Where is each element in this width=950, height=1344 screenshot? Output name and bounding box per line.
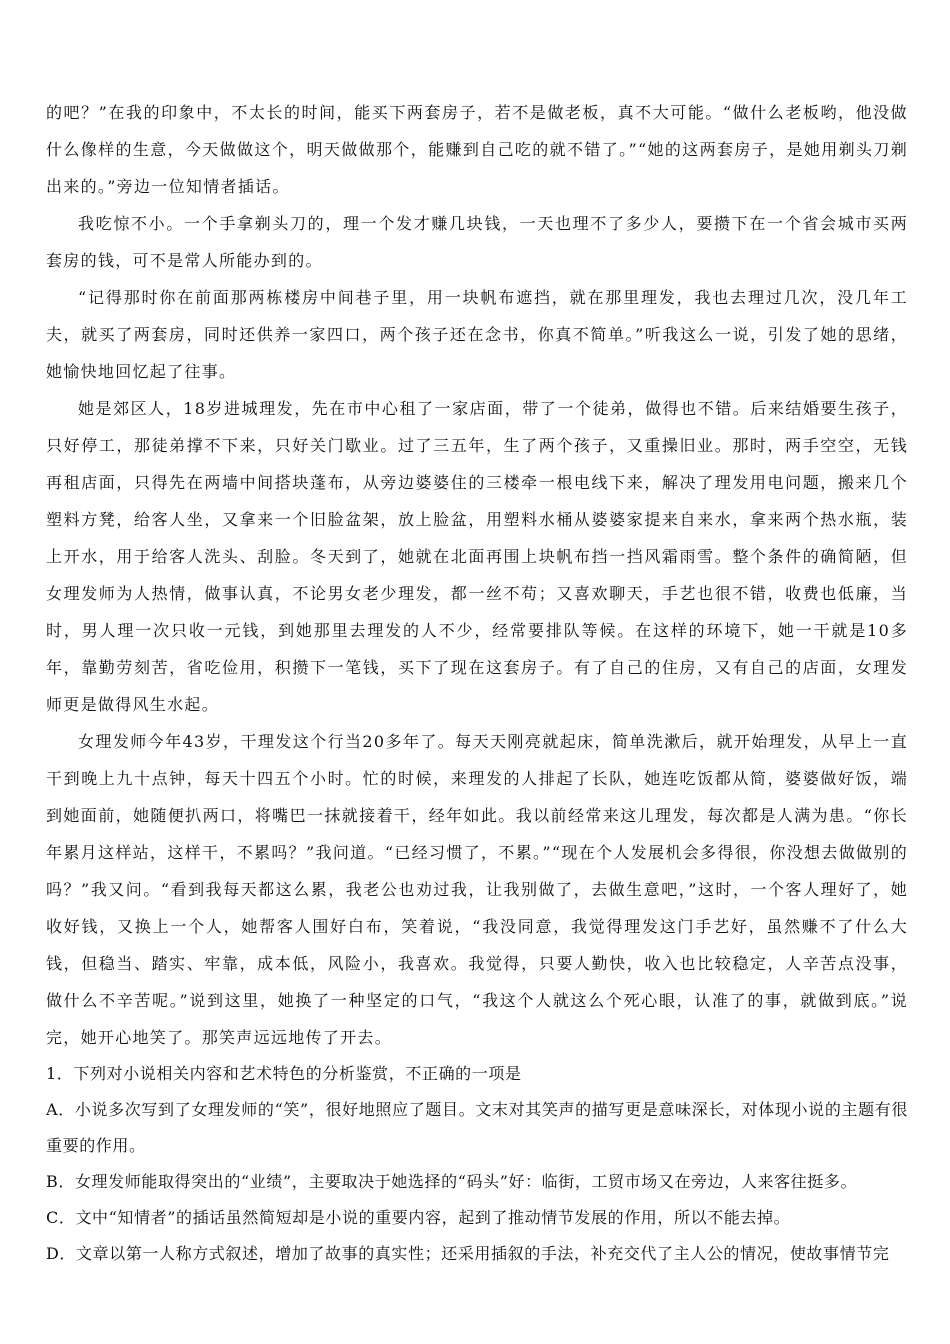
question-stem: 1．下列对小说相关内容和艺术特色的分析鉴赏，不正确的一项是 (46, 1064, 522, 1083)
option-b: B．女理发师能取得突出的“业绩”，主要取决于她选择的“码头”好：临街，工贸市场又在旁边，人来客往挺多。 (46, 1172, 858, 1191)
option-d: D．文章以第一人称方式叙述，增加了故事的真实性；还采用插叙的手法，补充交代了主人公的情况，使故事情节完 (46, 1244, 890, 1263)
document-page (46, 94, 908, 1272)
story-text (46, 94, 908, 1056)
story-paragraph: 她是郊区人，18岁进城理发，先在市中心租了一家店面，带了一个徒弟，做得也不错。后来结婚要生孩子，只好停工，那徒弟撑不下来，只好关门歇业。过了三五年，生了两个孩子，又重操旧业。那时，两手空空，无钱再租店面，只得先在两墙中间搭块蓬布，从旁边婆婆住的三楼牵一根电线下来，解决了理发用电问题，搬来几个塑料方凳，给客人坐，又拿来一个旧脸盆架，放上脸盆，用塑料水桶从婆婆家提来自来水，拿来两个热水瓶，装上开水，用于给客人洗头、刮脸。冬天到了，她就在北面再围上块帆布挡一挡风霜雨雪。整个条件的确简陋，但女理发师为人热情，做事认真，不论男女老少理发，都一丝不苟；又喜欢聊天，手艺也很不错，收费也低廉，当时，男人理一次只收一元钱，到她那里去理发的人不少，经常要排队等候。在这样的环境下，她一干就是10多年，靠勤劳刻苦，省吃俭用，积攒下一笔钱，买下了现在这套房子。有了自己的住房，又有自己的店面，女理发师更是做得风生水起。 (46, 399, 908, 714)
question-block (46, 1056, 908, 1272)
story-paragraph: 我吃惊不小。一个手拿剃头刀的，理一个发才赚几块钱，一天也理不了多少人，要攒下在一个省会城市买两套房的钱，可不是常人所能办到的。 (46, 214, 908, 270)
story-paragraph: 的吧？”在我的印象中，不太长的时间，能买下两套房子，若不是做老板，真不大可能。“做什么老板哟，他没做什么像样的生意，今天做做这个，明天做做那个，能赚到自己吃的就不错了。”“她的这两套房子，是她用剃头刀剃出来的。”旁边一位知情者插话。 (46, 103, 908, 196)
story-paragraph: 女理发师今年43岁，干理发这个行当20多年了。每天天刚亮就起床，简单洗漱后，就开始理发，从早上一直干到晚上九十点钟，每天十四五个小时。忙的时候，来理发的人排起了长队，她连吃饭都从简，婆婆做好饭，端到她面前，她随便扒两口，将嘴巴一抹就接着干，经年如此。我以前经常来这儿理发，每次都是人满为患。“你长年累月这样站，这样干，不累吗？”我问道。“已经习惯了，不累。”“现在个人发展机会多得很，你没想去做做别的吗？”我又问。“看到我每天都这么累，我老公也劝过我，让我别做了，去做生意吧，”这时，一个客人理好了，她收好钱，又换上一个人，她帮客人围好白布，笑着说，“我没同意，我觉得理发这门手艺好，虽然赚不了什么大钱，但稳当、踏实、牢靠，成本低，风险小，我喜欢。我觉得，只要人勤快，收入也比较稳定，人辛苦点没事，做什么不辛苦呢。”说到这里，她换了一种坚定的口气，“我这个人就这么个死心眼，认准了的事，就做到底。”说完，她开心地笑了。那笑声远远地传了开去。 (46, 732, 908, 1047)
option-a: A．小说多次写到了女理发师的“笑”，很好地照应了题目。文末对其笑声的描写更是意味深长，对体现小说的主题有很重要的作用。 (46, 1100, 908, 1155)
story-paragraph: “记得那时你在前面那两栋楼房中间巷子里，用一块帆布遮挡，就在那里理发，我也去理过几次，没几年工夫，就买了两套房，同时还供养一家四口，两个孩子还在念书，你真不简单。”听我这么一说，引发了她的思绪，她愉快地回忆起了往事。 (46, 288, 908, 381)
option-c: C．文中“知情者”的插话虽然简短却是小说的重要内容，起到了推动情节发展的作用，所以不能去掉。 (46, 1208, 791, 1227)
